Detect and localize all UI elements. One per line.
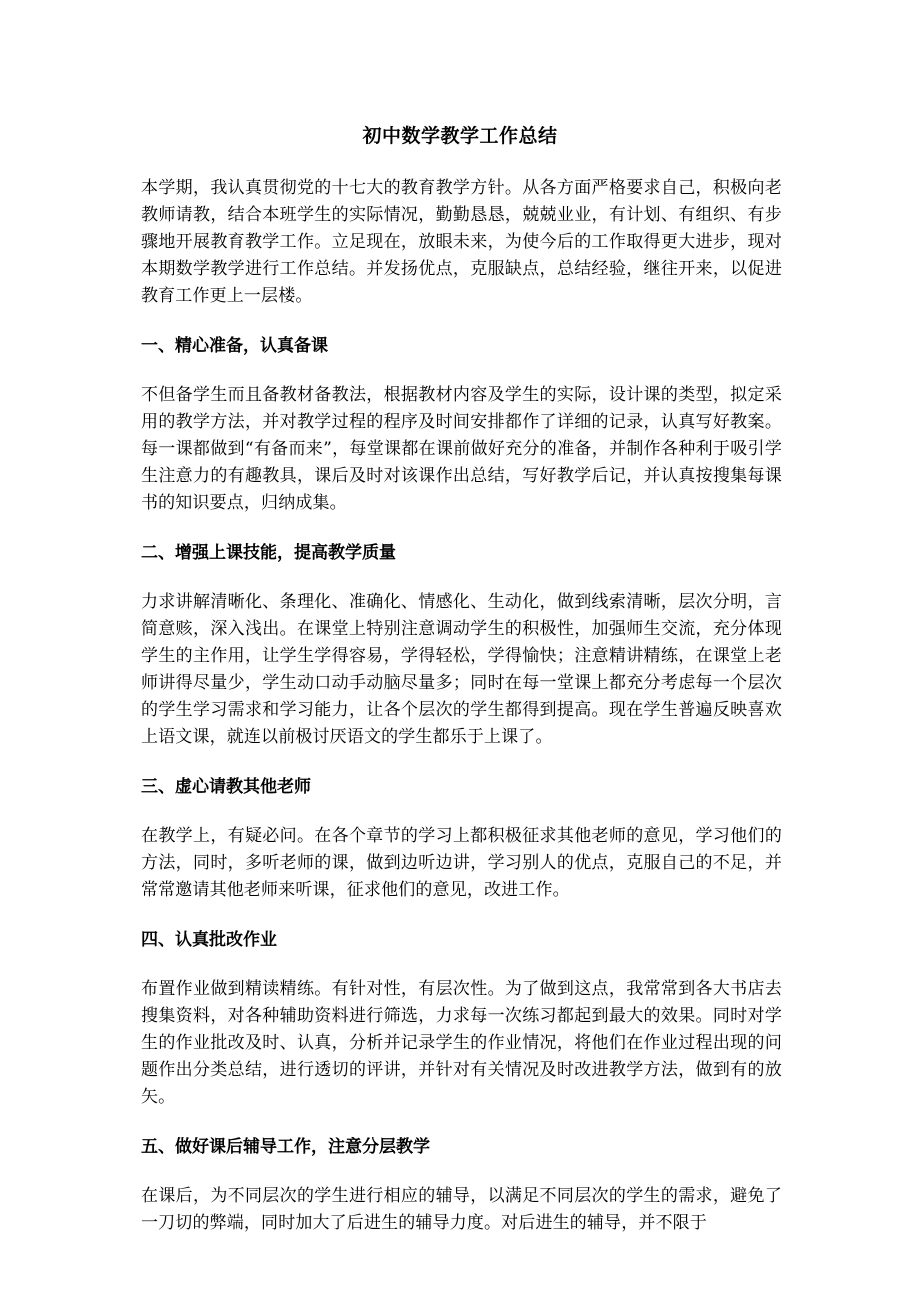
document-body — [141, 175, 782, 1237]
document-title: 初中数学教学工作总结 — [362, 125, 558, 147]
intro-paragraph: 本学期，我认真贯彻党的十七大的教育教学方针。从各方面严格要求自己，积极向老教师请教，结合本班学生的实际情况，勤勤恳恳，兢兢业业，有计划、有组织、有步骤地开展教育教学工作。立足现在，放眼未来，为使今后的工作取得更大进步，现对本期数学教学进行工作总结。并发扬优点，克服缺点，总结经验，继往开来，以促进教育工作更上一层楼。 — [141, 178, 782, 306]
section-body-3: 在教学上，有疑必问。在各个章节的学习上都积极征求其他老师的意见，学习他们的方法，同时，多听老师的课，做到边听边讲，学习别人的优点，克服自己的不足，并常常邀请其他老师来听课，征求他们的意见，改进工作。 — [141, 826, 782, 900]
section-heading-1: 一、精心准备，认真备课 — [141, 336, 328, 356]
section-body-4: 布置作业做到精读精练。有针对性，有层次性。为了做到这点，我常常到各大书店去搜集资料，对各种辅助资料进行筛选，力求每一次练习都起到最大的效果。同时对学生的作业批改及时、认真，分析并记录学生的作业情况，将他们在作业过程出现的问题作出分类总结，进行透切的评讲，并针对有关情况及时改进教学方法，做到有的放矢。 — [141, 979, 782, 1107]
section-body-5: 在课后，为不同层次的学生进行相应的辅导，以满足不同层次的学生的需求，避免了一刀切的弊端，同时加大了后进生的辅导力度。对后进生的辅导，并不限于 — [141, 1186, 782, 1233]
section-heading-5: 五、做好课后辅导工作，注意分层教学 — [141, 1137, 430, 1157]
section-body-2: 力求讲解清晰化、条理化、准确化、情感化、生动化，做到线索清晰，层次分明，言简意赅，深入浅出。在课堂上特别注意调动学生的积极性，加强师生交流，充分体现学生的主作用，让学生学得容易，学得轻松，学得愉快；注意精讲精练，在课堂上老师讲得尽量少，学生动口动手动脑尽量多；同时在每一堂课上都充分考虑每一个层次的学生学习需求和学习能力，让各个层次的学生都得到提高。现在学生普遍反映喜欢上语文课，就连以前极讨厌语文的学生都乐于上课了。 — [141, 592, 782, 747]
section-heading-4: 四、认真批改作业 — [141, 930, 277, 950]
section-heading-3: 三、虚心请教其他老师 — [141, 777, 311, 797]
section-heading-2: 二、增强上课技能，提高教学质量 — [141, 543, 396, 563]
section-body-1: 不但备学生而且备教材备教法，根据教材内容及学生的实际，设计课的类型，拟定采用的教学方法，并对教学过程的程序及时间安排都作了详细的记录，认真写好教案。每一课都做到“有备而来”，每堂课都在课前做好充分的准备，并制作各种利于吸引学生注意力的有趣教具，课后及时对该课作出总结，写好教学后记，并认真按搜集每课书的知识要点，归纳成集。 — [141, 385, 782, 513]
